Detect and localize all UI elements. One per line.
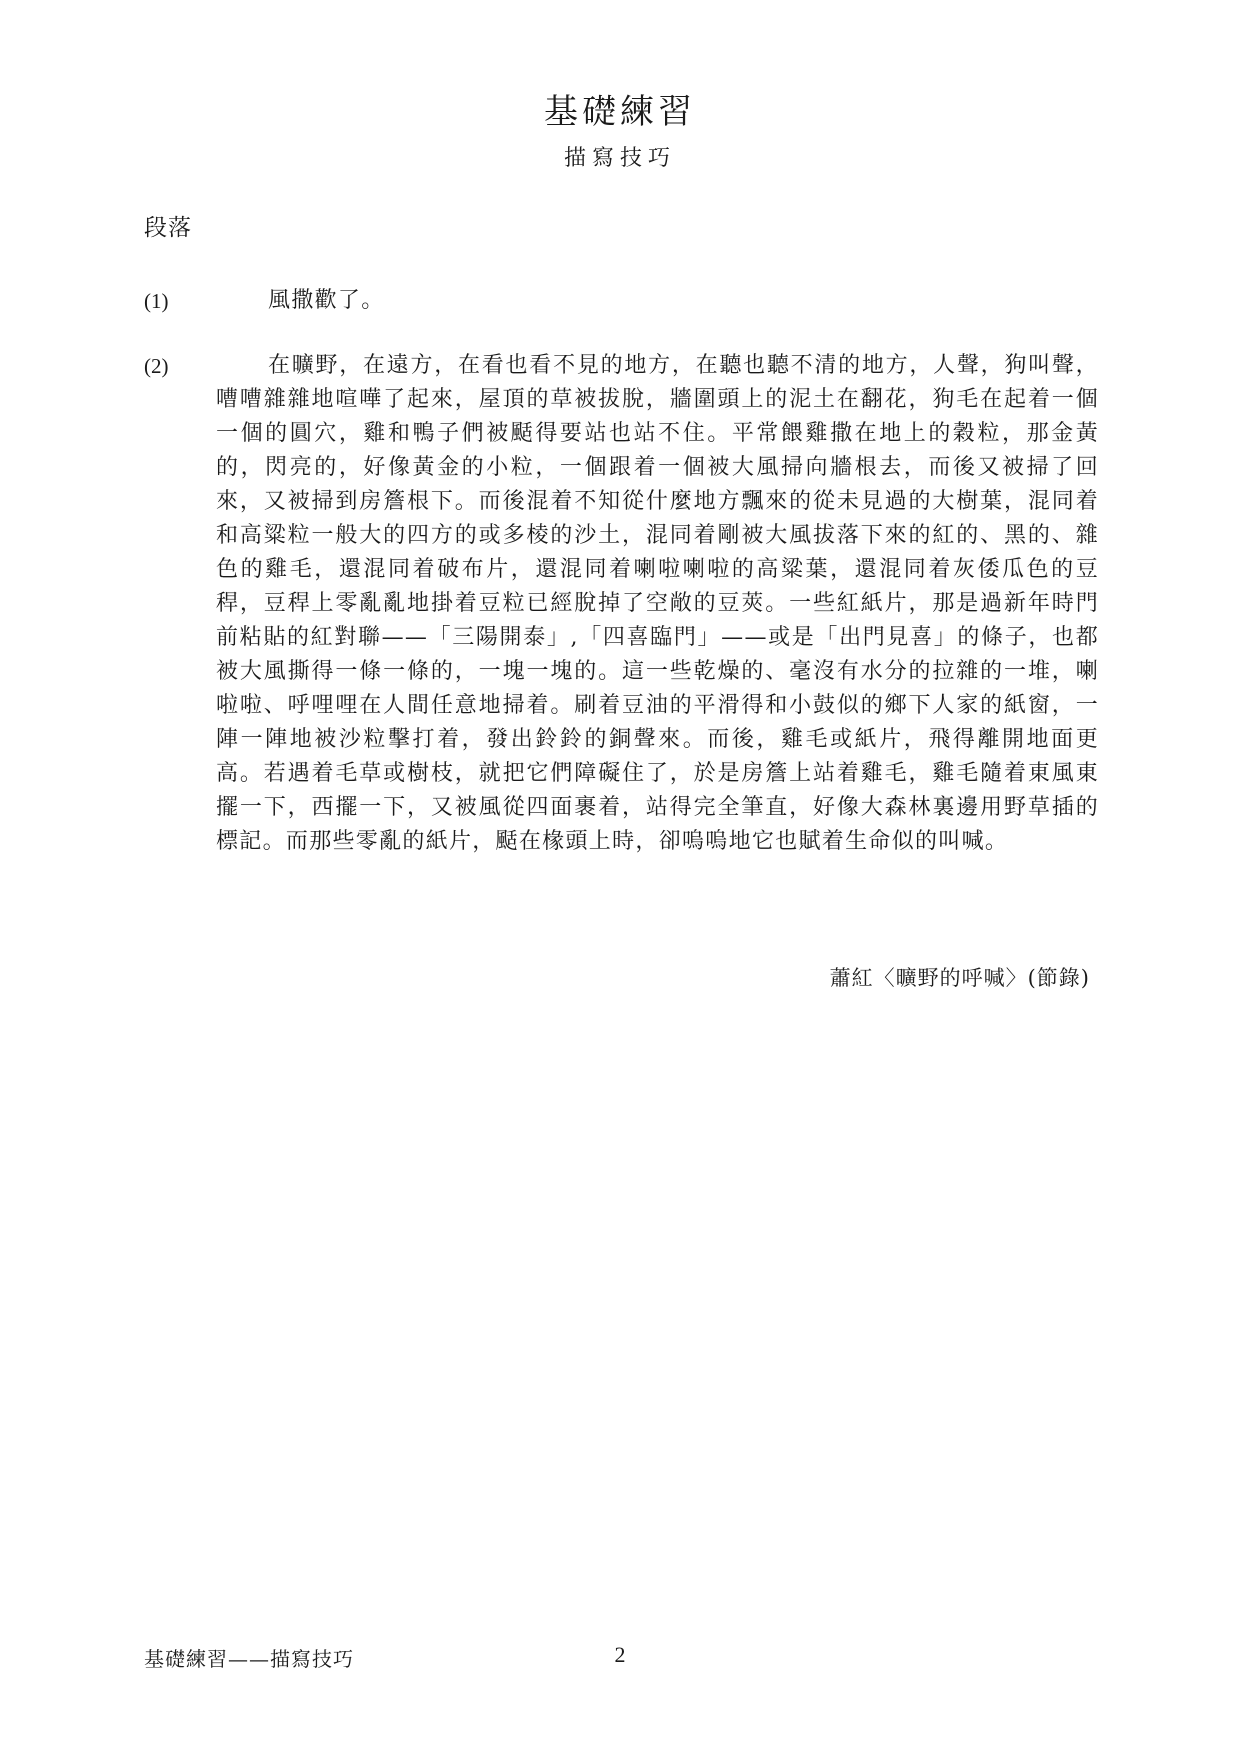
paragraph-text: 在曠野，在遠方，在看也看不見的地方，在聽也聽不清的地方，人聲，狗叫聲，嘈嘈雜雜地喧嘩了起來，屋頂的草被拔脫，牆圍頭上的泥土在翻花，狗毛在起着一個一個的圓穴，雞和鴨子們被颳得要站也站不住。平常餵雞撒在地上的穀粒，那金黃的，閃亮的，好像黃金的小粒，一個跟着一個被大風掃向牆根去，而後又被掃了回來，又被掃到房簷根下。而後混着不知從什麼地方飄來的從未見過的大樹葉，混同着和高粱粒一般大的四方的或多棱的沙土，混同着剛被大風拔落下來的紅的、黑的、雜色的雞毛，還混同着破布片，還混同着喇啦喇啦的高粱葉，還混同着灰倭瓜色的豆稈，豆稈上零亂亂地掛着豆粒已經脫掉了空敞的豆莢。一些紅紙片，那是過新年時門前粘貼的紅對聯——「三陽開泰」,「四喜臨門」——或是「出門見喜」的條子，也都被大風撕得一條一條的，一塊一塊的。這一些乾燥的、毫沒有水分的拉雜的一堆，喇啦啦、呼哩哩在人間任意地掃着。刷着豆油的平滑得和小鼓似的鄉下人家的紙窗，一陣一陣地被沙粒擊打着，發出鈴鈴的銅聲來。而後，雞毛或紙片，飛得離開地面更高。若遇着毛草或樹枝，就把它們障礙住了，於是房簷上站着雞毛，雞毛隨着東風東擺一下，西擺一下，又被風從四面裹着，站得完全筆直，好像大森林裏邊用野草插的標記。而那些零亂的紙片，颳在椽頭上時，卻嗚嗚地它也賦着生命似的叫喊。 bbox=[216, 353, 1099, 854]
paragraph-1 bbox=[144, 284, 1099, 318]
paragraph-text: 風撒歡了。 bbox=[268, 288, 385, 313]
section-label: 段落 bbox=[144, 215, 192, 241]
page-number: 2 bbox=[614, 1642, 626, 1667]
source-attribution: 蕭紅〈曠野的呼喊〉(節錄) bbox=[829, 966, 1090, 990]
paragraph-number: (2) bbox=[144, 354, 169, 378]
footer-title: 基礎練習——描寫技巧 bbox=[144, 1647, 354, 1671]
paragraph-number: (1) bbox=[144, 289, 169, 313]
page-subtitle: 描寫技巧 bbox=[563, 146, 676, 171]
paragraph-2 bbox=[144, 349, 1099, 859]
page-header bbox=[0, 88, 1240, 176]
page-title: 基礎練習 bbox=[544, 92, 696, 132]
